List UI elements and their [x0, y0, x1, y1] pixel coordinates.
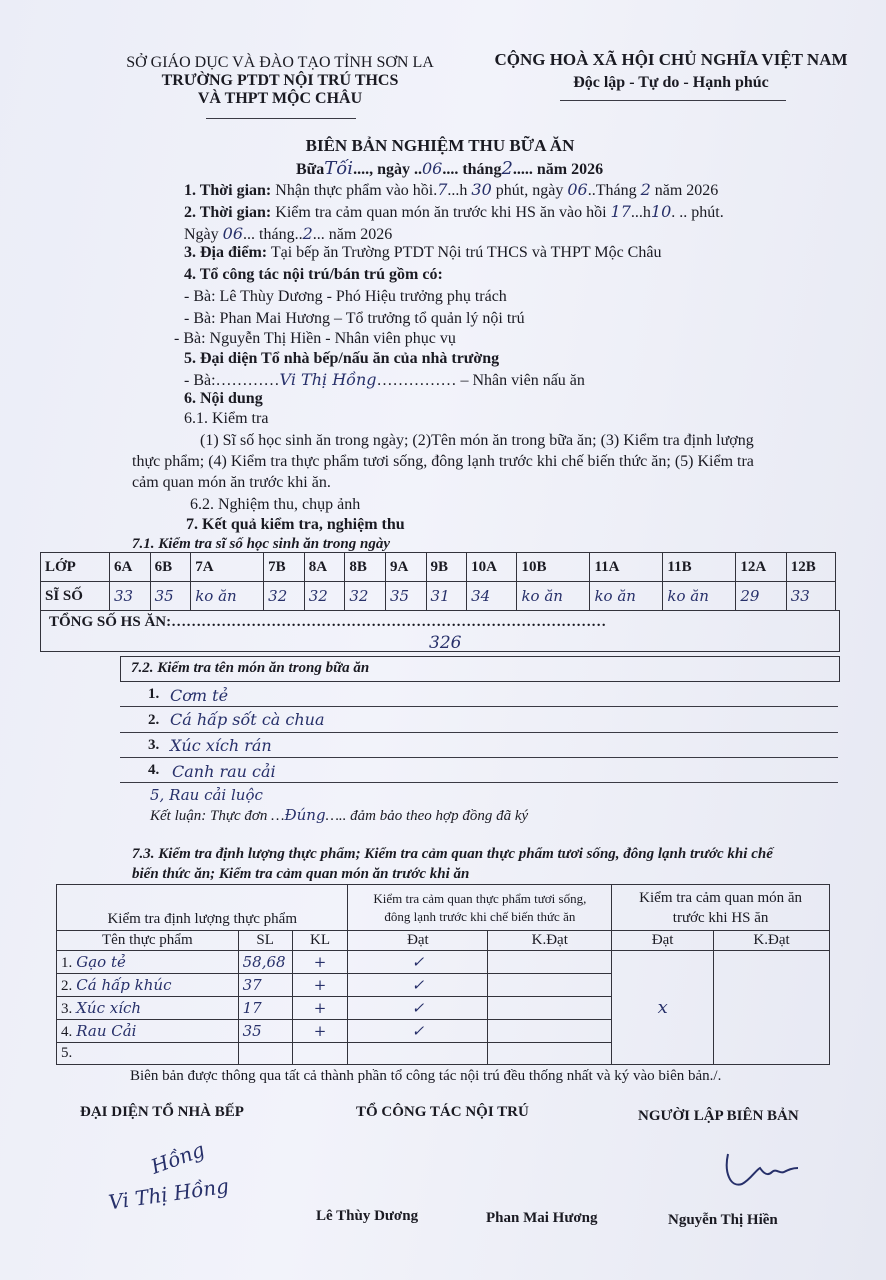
- class-12b: 12B: [786, 553, 835, 582]
- section-2: [184, 202, 724, 222]
- dish-number-1: 1.: [148, 686, 160, 702]
- group-fresh-line-1: Kiểm tra cảm quan thực phẩm tươi sống,: [373, 890, 587, 906]
- receive-hour: 7: [437, 180, 448, 199]
- class-6a: 6A: [110, 553, 151, 582]
- group-dish-header: [612, 885, 830, 931]
- section-4-label: 4. Tổ công tác nội trú/bán trú gồm có:: [184, 266, 443, 283]
- fresh-pass-mark: ✓: [348, 951, 488, 974]
- section-7-label: 7. Kết quả kiểm tra, nghiệm thu: [186, 516, 405, 533]
- count-7a: ko ăn: [191, 582, 264, 611]
- fresh-fail-cell: [488, 997, 612, 1020]
- group-fresh-header: [348, 885, 612, 931]
- total-box: [40, 610, 840, 652]
- class-row: [41, 553, 836, 582]
- food-check-table: [56, 884, 830, 1065]
- check-hour: 17: [610, 202, 631, 221]
- section-5-line: [184, 370, 585, 390]
- food-cell: [57, 974, 239, 997]
- count-6b: 35: [150, 582, 191, 611]
- national-title: CỘNG HOÀ XÃ HỘI CHỦ NGHĨA VIỆT NAM: [494, 50, 848, 69]
- dish-1: Cơm tẻ: [170, 686, 229, 705]
- col-kl: KL: [292, 931, 348, 951]
- school-name-line1: TRƯỜNG PTDT NỘI TRÚ THCS: [161, 72, 399, 89]
- col-food-name: Tên thực phẩm: [57, 931, 239, 951]
- table-row: [57, 951, 830, 974]
- count-10b: ko ăn: [517, 582, 590, 611]
- food-sl: 58,68: [238, 951, 292, 974]
- check-minute-label: . .. phút.: [671, 204, 724, 221]
- cook-role: – Nhân viên nấu ăn: [456, 372, 585, 389]
- kitchen-title: ĐẠI DIỆN TỔ NHÀ BẾP: [80, 1104, 244, 1120]
- dish-2: Cá hấp sốt cà chua: [170, 710, 325, 729]
- food-kl: [292, 1043, 348, 1065]
- section-1-label: 1. Thời gian:: [184, 182, 272, 199]
- food-sl: 17: [238, 997, 292, 1020]
- dish-3: Xúc xích rán: [170, 736, 272, 755]
- food-kl: +: [292, 997, 348, 1020]
- dish-fail-cell: [714, 951, 830, 1065]
- count-11a: ko ăn: [590, 582, 663, 611]
- dish-4: Canh rau cải: [172, 762, 276, 781]
- food-cell: [57, 1043, 239, 1065]
- class-10b: 10B: [517, 553, 590, 582]
- count-12a: 29: [736, 582, 786, 611]
- class-11a: 11A: [590, 553, 663, 582]
- fresh-fail-cell: [488, 1020, 612, 1043]
- count-header: SĨ SỐ: [41, 582, 110, 611]
- author-title: NGƯỜI LẬP BIÊN BẢN: [638, 1108, 799, 1124]
- meal-label: Bữa: [296, 161, 325, 178]
- dish-line-1: [120, 706, 838, 707]
- check-hour-sep: ...h: [630, 204, 651, 221]
- dish-number-3: 3.: [148, 737, 160, 753]
- fresh-pass-mark: [348, 1043, 488, 1065]
- count-8a: 32: [304, 582, 345, 611]
- member-3: - Bà: Nguyễn Thị Hiền - Nhân viên phục vụ: [174, 330, 456, 347]
- fresh-pass-mark: ✓: [348, 1020, 488, 1043]
- section-6-2: 6.2. Nghiệm thu, chụp ảnh: [190, 496, 361, 513]
- food-sl: [238, 1043, 292, 1065]
- fresh-pass-mark: ✓: [348, 974, 488, 997]
- year-label: ..... năm 2026: [512, 161, 604, 178]
- food-name: Cá hấp khúc: [76, 975, 172, 994]
- table-group-row: [57, 885, 830, 931]
- section-6-1: 6.1. Kiểm tra: [184, 410, 269, 427]
- section-1-text: Nhận thực phẩm vào hồi.: [271, 182, 438, 199]
- food-kl: +: [292, 951, 348, 974]
- dish-line-4: [120, 782, 838, 783]
- row-number: 1.: [61, 954, 73, 971]
- month-value: 2: [501, 158, 513, 179]
- class-8a: 8A: [304, 553, 345, 582]
- cook-prefix: - Bà:…………: [184, 372, 280, 389]
- row-number: 3.: [61, 1000, 73, 1017]
- count-row: [41, 582, 836, 611]
- header-left: [120, 54, 440, 108]
- dish-number-2: 2.: [148, 712, 160, 728]
- group-quantity-header: Kiểm tra định lượng thực phẩm: [57, 885, 348, 931]
- food-cell: [57, 997, 239, 1020]
- year-label-1: năm 2026: [654, 182, 719, 199]
- class-9a: 9A: [385, 553, 426, 582]
- meal-value: Tối: [324, 158, 354, 179]
- food-name: Gạo tẻ: [76, 952, 126, 971]
- food-sl: 37: [238, 974, 292, 997]
- class-count-table: [40, 552, 836, 611]
- section-6-para-2: thực phẩm; (4) Kiểm tra thực phẩm tươi sống, đông lạnh trước khi chế biến thức ăn; (5) Kiểm tra: [132, 453, 754, 470]
- count-11b: ko ăn: [663, 582, 736, 611]
- committee-title: TỔ CÔNG TÁC NỘI TRÚ: [356, 1104, 529, 1120]
- section-7-2-title: 7.2. Kiểm tra tên món ăn trong bữa ăn: [131, 660, 370, 676]
- closing-statement: Biên bản được thông qua tất cả thành phần tổ công tác nội trú đều thống nhất và ký vào biên bản./.: [130, 1068, 722, 1084]
- school-name-line2: VÀ THPT MỘC CHÂU: [197, 90, 363, 107]
- month-label: .... tháng: [442, 161, 502, 178]
- food-kl: +: [292, 1020, 348, 1043]
- section-3: [184, 244, 661, 262]
- header-right-underline: [560, 100, 786, 101]
- check-month-label: ... tháng..: [243, 226, 303, 243]
- class-9b: 9B: [426, 553, 467, 582]
- dish-line-2: [120, 732, 838, 733]
- fresh-pass-mark: ✓: [348, 997, 488, 1020]
- section-7-3-title-2: biến thức ăn; Kiểm tra cảm quan món ăn trước khi ăn: [132, 866, 470, 882]
- header-left-underline: [206, 118, 356, 119]
- member-2-signature-name: Phan Mai Hương: [486, 1210, 598, 1226]
- class-6b: 6B: [150, 553, 191, 582]
- conclusion-suffix: ….. đảm bảo theo hợp đồng đã ký: [325, 808, 529, 824]
- food-name: Rau Cải: [76, 1021, 137, 1040]
- count-10a: 34: [467, 582, 517, 611]
- row-number: 5.: [61, 1045, 73, 1061]
- section-6-para-1: (1) Sĩ số học sinh ăn trong ngày; (2)Tên món ăn trong bữa ăn; (3) Kiểm tra định lượng: [200, 432, 754, 449]
- section-3-text: Tại bếp ăn Trường PTDT Nội trú THCS và THPT Mộc Châu: [267, 244, 662, 261]
- meal-line: [296, 158, 603, 179]
- dish-pass-mark: x: [612, 951, 714, 1065]
- class-11b: 11B: [663, 553, 736, 582]
- row-number: 4.: [61, 1023, 73, 1040]
- count-12b: 33: [786, 582, 835, 611]
- day-label: ...., ngày ..: [353, 161, 422, 178]
- check-year-label: ... năm 2026: [312, 226, 393, 243]
- class-8b: 8B: [345, 553, 386, 582]
- class-7b: 7B: [264, 553, 305, 582]
- count-7b: 32: [264, 582, 305, 611]
- receive-month: 2: [640, 180, 651, 199]
- count-9b: 31: [426, 582, 467, 611]
- table-header-row: [57, 931, 830, 951]
- member-2: - Bà: Phan Mai Hương – Tổ trưởng tổ quản lý nội trú: [184, 310, 525, 327]
- conclusion: [150, 806, 528, 825]
- author-signature-mark: [720, 1148, 810, 1196]
- fresh-fail-cell: [488, 1043, 612, 1065]
- receive-day: 06: [567, 180, 588, 199]
- author-signature-name: Nguyễn Thị Hiền: [668, 1212, 778, 1228]
- conclusion-prefix: Kết luận: Thực đơn …: [150, 808, 285, 824]
- class-10a: 10A: [467, 553, 517, 582]
- check-day: 06: [222, 224, 244, 243]
- total-label: TỔNG SỐ HS ĂN:……………………………………………………………………………: [49, 614, 607, 630]
- department-name: SỞ GIÁO DỤC VÀ ĐÀO TẠO TỈNH SƠN LA: [126, 54, 434, 71]
- section-3-label: 3. Địa điểm:: [184, 244, 268, 261]
- receive-minute: 30: [471, 180, 492, 199]
- food-name: Xúc xích: [76, 998, 142, 1017]
- class-12a: 12A: [736, 553, 786, 582]
- national-motto: Độc lập - Tự do - Hạnh phúc: [573, 74, 769, 91]
- group-fresh-line-2: đông lạnh trước khi chế biến thức ăn: [384, 908, 576, 924]
- cook-dots: ……………: [376, 372, 457, 389]
- count-8b: 32: [345, 582, 386, 611]
- month-label-1: ..Tháng: [587, 182, 637, 199]
- section-6-label: 6. Nội dung: [184, 390, 263, 407]
- section-1: [184, 180, 718, 200]
- group-dish-line-1: Kiểm tra cảm quan món ăn: [639, 889, 803, 906]
- member-1: - Bà: Lê Thùy Dương - Phó Hiệu trưởng phụ trách: [184, 288, 507, 305]
- dish-line-3: [120, 757, 838, 758]
- fresh-fail-cell: [488, 951, 612, 974]
- section-6-para-3: cảm quan món ăn trước khi ăn.: [132, 474, 331, 491]
- col-fresh-pass: Đạt: [348, 931, 488, 951]
- total-value: 326: [429, 633, 462, 653]
- section-7-3-title-1: 7.3. Kiểm tra định lượng thực phẩm; Kiểm tra cảm quan thực phẩm tươi sống, đông lạnh trước khi chế: [132, 846, 773, 862]
- col-fresh-fail: K.Đạt: [488, 931, 612, 951]
- group-dish-line-2: trước khi HS ăn: [672, 909, 769, 926]
- kitchen-signature-2: Vi Thị Hồng: [106, 1173, 231, 1215]
- class-7a: 7A: [191, 553, 264, 582]
- section-2-date: [184, 224, 392, 244]
- section-2-text: Kiểm tra cảm quan món ăn trước khi HS ăn vào hồi: [271, 204, 607, 221]
- document-title: BIÊN BẢN NGHIỆM THU BỮA ĂN: [305, 136, 575, 155]
- hour-sep: ...h: [447, 182, 468, 199]
- class-header: LỚP: [41, 553, 110, 582]
- row-number: 2.: [61, 977, 73, 994]
- section-5-label: 5. Đại diện Tổ nhà bếp/nấu ăn của nhà trường: [184, 350, 500, 367]
- count-9a: 35: [385, 582, 426, 611]
- minute-label: phút, ngày: [495, 182, 564, 199]
- col-dish-fail: K.Đạt: [714, 931, 830, 951]
- col-dish-pass: Đạt: [612, 931, 714, 951]
- dish-5: 5, Rau cải luộc: [150, 786, 263, 804]
- food-sl: 35: [238, 1020, 292, 1043]
- count-6a: 33: [110, 582, 151, 611]
- check-day-label: Ngày: [184, 226, 219, 243]
- col-sl: SL: [238, 931, 292, 951]
- food-cell: [57, 1020, 239, 1043]
- conclusion-value: Đúng: [284, 806, 326, 824]
- section-2-label: 2. Thời gian:: [184, 204, 272, 221]
- food-cell: [57, 951, 239, 974]
- dish-number-4: 4.: [148, 762, 160, 778]
- check-month: 2: [302, 224, 313, 243]
- food-kl: +: [292, 974, 348, 997]
- dish-section-box: [120, 656, 840, 682]
- check-minute: 10: [650, 202, 672, 221]
- section-7-1-title: 7.1. Kiểm tra sĩ số học sinh ăn trong ngày: [132, 536, 390, 552]
- fresh-fail-cell: [488, 974, 612, 997]
- member-1-signature-name: Lê Thùy Dương: [316, 1208, 419, 1224]
- day-value: 06: [421, 159, 443, 178]
- kitchen-signature-1: Hồng: [147, 1137, 208, 1179]
- cook-name: Vi Thị Hồng: [279, 370, 377, 389]
